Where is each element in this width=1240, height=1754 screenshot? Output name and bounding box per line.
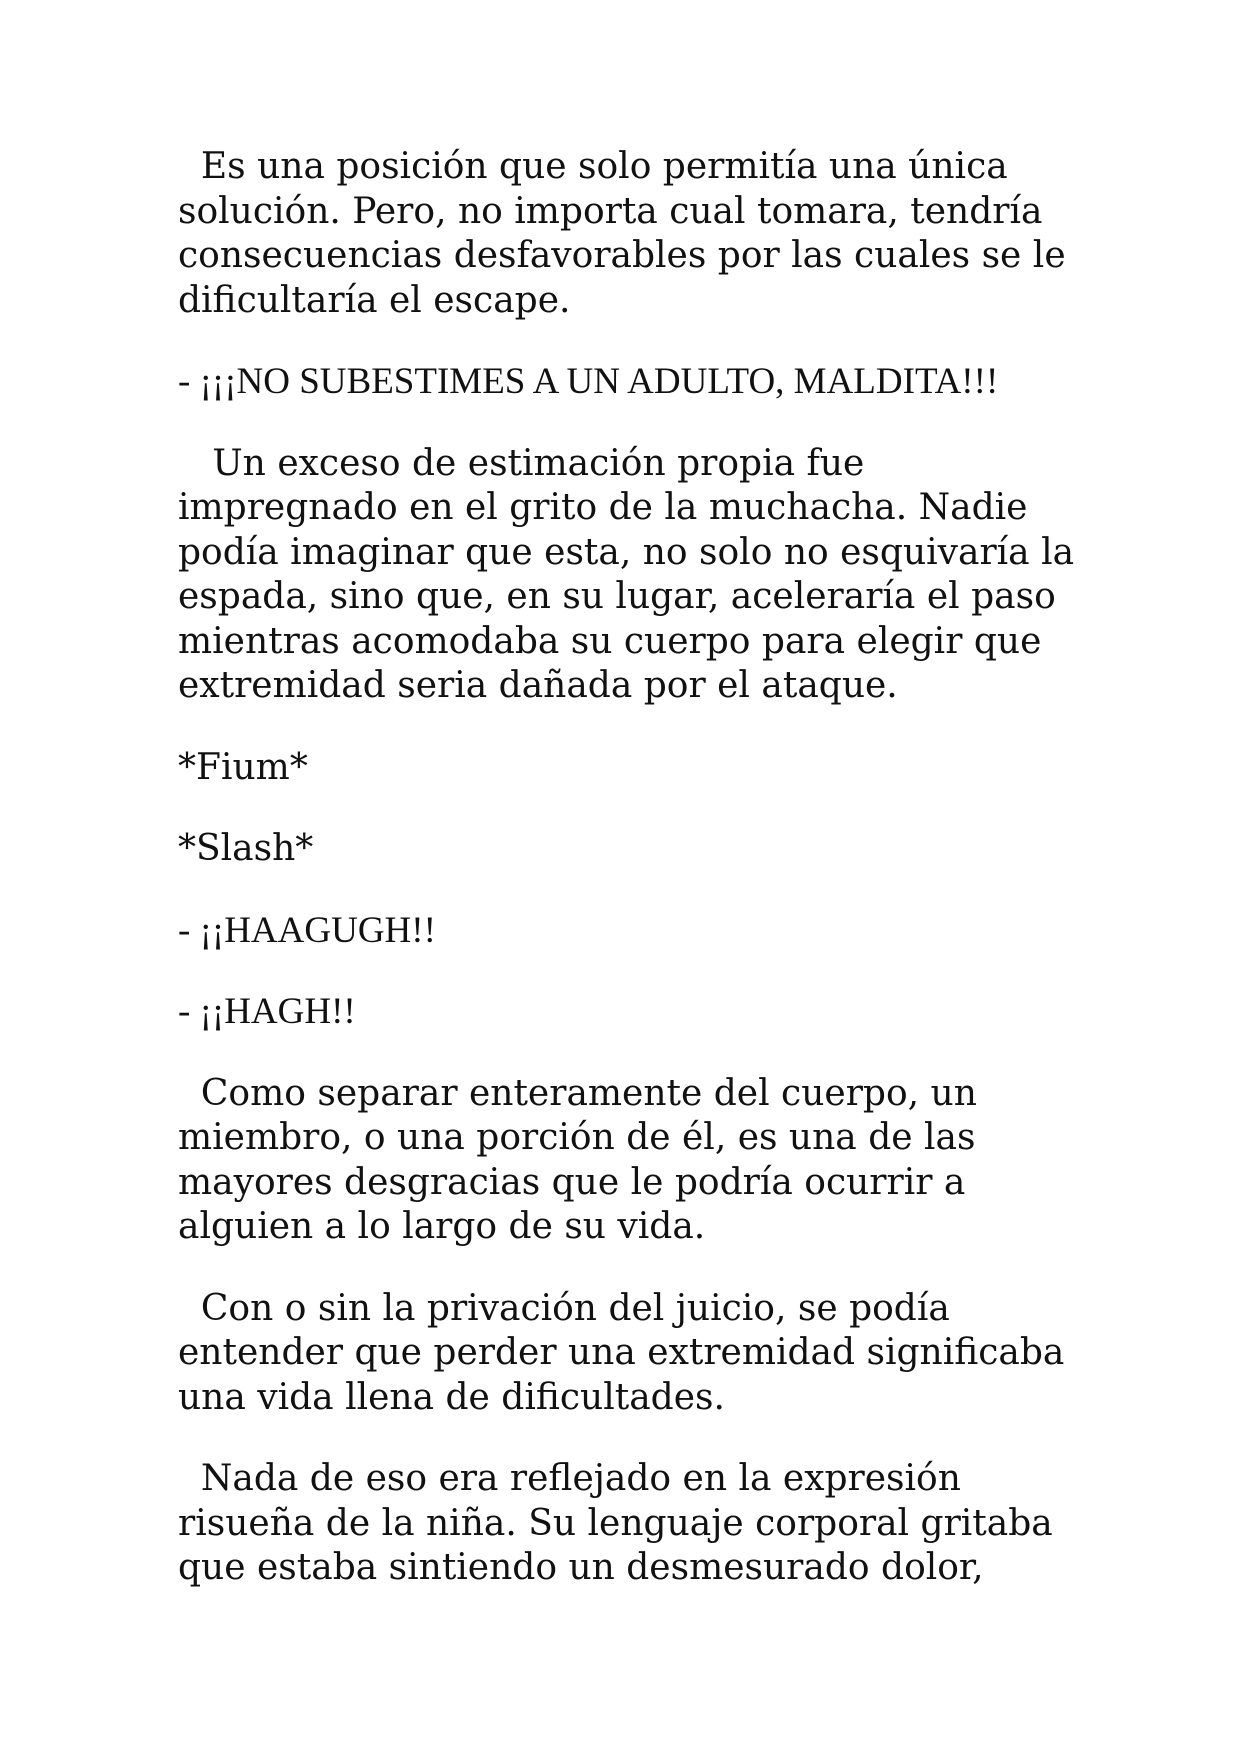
dialog-line-hagh: - ¡¡HAGH!! — [178, 991, 356, 1032]
paragraph-expresion-risuena: Nada de eso era reflejado en la expresión risueña de la niña. Su lenguaje corporal gritaba que estaba sintiendo un desmesurado dolor, — [178, 1458, 1065, 1588]
paragraph-escape-solution: Es una posición que solo permitía una única solución. Pero, no importa cual tomara, tendría consecuencias desfavorables por las cuales se le dificultaría el escape. — [178, 146, 1078, 321]
dialog-line-adulto: - ¡¡¡NO SUBESTIMES A UN ADULTO, MALDITA!!! — [178, 361, 999, 402]
paragraph-separar-miembro: Como separar enteramente del cuerpo, un miembro, o una porción de él, es una de las mayores desgracias que le podría ocurrir a alguien a lo largo de su vida. — [178, 1072, 989, 1247]
paragraph-privacion-juicio: Con o sin la privación del juicio, se podía entender que perder una extremidad significaba una vida llena de dificultades. — [178, 1287, 1076, 1418]
document-page — [178, 145, 1086, 1628]
paragraph-exceso-estimacion: Un exceso de estimación propia fue impregnado en el grito de la muchacha. Nadie podía imaginar que esta, no solo no esquivaría la espada, sino que, en su lugar, aceleraría el paso mientras acomodaba su cuerpo para elegir que extremidad seria dañada por el ataque. — [178, 442, 1086, 706]
dialog-line-haagugh: - ¡¡HAAGUGH!! — [178, 909, 436, 951]
sound-effect-slash: *Slash* — [178, 828, 314, 869]
sound-effect-fium: *Fium* — [178, 746, 308, 788]
